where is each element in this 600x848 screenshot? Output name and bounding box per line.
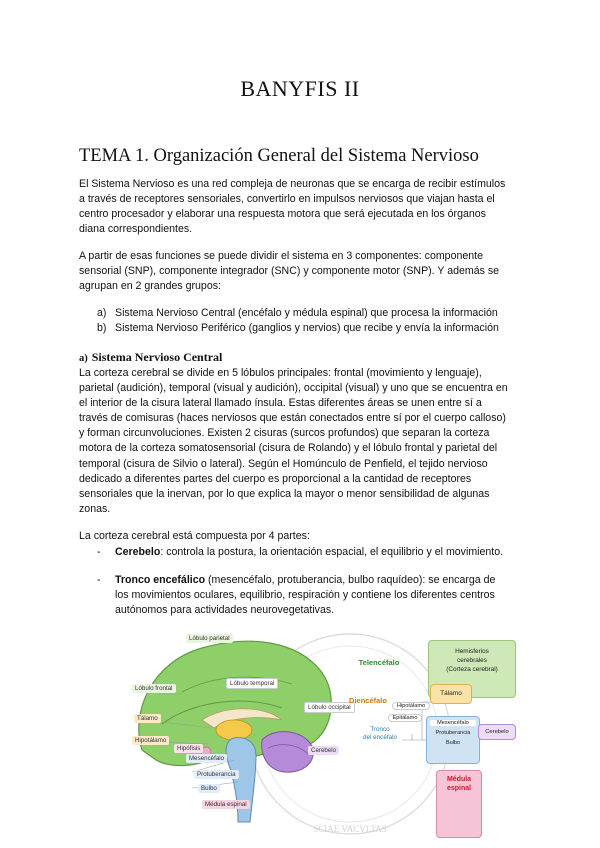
part-term: Cerebelo — [115, 546, 161, 558]
text-line: El Sistema Nervioso es una red compleja de neuronas que se encarga de recibir estímulos — [79, 178, 506, 190]
text-line: parietal (audición), temporal (visual y audición), occipital (visual) y uno que se encuentra en — [79, 382, 508, 395]
part-text: los movimientos oculares, equilibrio, respiración y contiene los diferentes centros — [115, 589, 495, 602]
part-text: autónomos para actividades neurovegetativas. — [115, 604, 335, 617]
label-protuberancia: Protuberancia — [194, 770, 239, 779]
label-bulbo: Bulbo — [198, 784, 220, 793]
section-heading — [79, 350, 222, 365]
section-title: Sistema Nervioso Central — [91, 350, 223, 364]
list-item — [97, 306, 499, 321]
list-marker: a) — [97, 307, 107, 319]
label-lobulo-parietal: Lóbulo parietal — [186, 634, 233, 643]
box-mesencefalo: Mesencéfalo — [430, 720, 476, 726]
label-lobulo-frontal: Lóbulo frontal — [132, 684, 176, 693]
document-title: BANYFIS II — [240, 76, 360, 101]
text-line: sensorial (SNP), componente integrador (SNC) y componente motor (SNP). Y además se — [79, 265, 500, 278]
components-paragraph — [79, 249, 524, 294]
text-line: A partir de esas funciones se puede dividir el sistema en 3 componentes: componente — [79, 250, 483, 262]
box-hemisferios: Hemisferios cerebrales (Corteza cerebral) — [428, 640, 516, 698]
text-line: zonas. — [79, 502, 111, 515]
text-line: y forman circunvoluciones. Existen 2 cisuras (surcos profundos) que separan la corteza — [79, 427, 490, 440]
cortex-paragraph — [79, 366, 524, 517]
part-text: : controla la postura, la orientación espacial, el equilibrio y el movimiento. — [160, 546, 504, 558]
part-term: Tronco encefálico — [115, 574, 206, 586]
box-medula: Médula espinal — [436, 770, 482, 838]
box-protuberancia: Protuberancia — [435, 730, 471, 736]
thalamus-shape — [216, 720, 252, 740]
section-marker: a) — [79, 353, 88, 364]
label-hipofisis: Hipófisis — [174, 744, 203, 753]
seal-text: SCIAE VACVLTAS — [313, 824, 387, 834]
list-marker: b) — [97, 322, 107, 335]
label-lobulo-temporal: Lóbulo temporal — [226, 678, 278, 689]
part-text: (mesencéfalo, protuberancia, bulbo raquídeo): se encarga de — [205, 574, 496, 586]
text-line: motora de la corteza somatosensorial (cisura de Rolando) y el lóbulo frontal y parietal del — [79, 442, 498, 455]
box-tronco — [426, 716, 480, 764]
label-epitalamo-box: Epitálamo — [388, 714, 422, 722]
text-line: agrupan en 2 grandes grupos: — [79, 280, 221, 293]
text-line: a través de receptores sensoriales, convertirlo en impulsos nerviosos que viajan hasta el — [79, 193, 495, 206]
text-line: centro procesador y elaborar una respuesta motora que será ejecutada en los órganos — [79, 208, 486, 221]
part-item-cerebelo — [97, 545, 527, 560]
brainstem-shape — [226, 738, 256, 822]
text-line: sensoriales que la inervan, por lo que explica la mayor o menor sensibilidad de algunas — [79, 487, 490, 500]
text-line: dedicado a diferentes partes del cuerpo es proporcional a la cantidad de receptores — [79, 472, 472, 485]
brain-figure — [122, 632, 522, 840]
part-item-tronco — [97, 573, 527, 618]
label-mesencefalo: Mesencéfalo — [186, 754, 227, 763]
text-line: temporal (cisura de Silvio o lateral). Según el Homúnculo de Penfield, el tejido nervioso — [79, 457, 488, 470]
groups-list — [97, 306, 499, 336]
intro-paragraph — [79, 177, 524, 237]
label-talamo: Tálamo — [134, 714, 161, 723]
box-bulbo: Bulbo — [445, 740, 461, 746]
list-item — [97, 321, 499, 336]
box-cerebelo: Cerebelo — [478, 724, 516, 740]
list-text: Sistema Nervioso Central (encéfalo y médula espinal) que procesa la información — [115, 307, 498, 319]
label-hipotalamo-box: Hipotálamo — [392, 702, 430, 710]
label-diencefalo: Diencéfalo — [349, 696, 387, 705]
box-talamo: Tálamo — [430, 684, 472, 704]
label-lobulo-occipital: Lóbulo occipital — [304, 702, 355, 713]
text-line: través de comisuras (haces nerviosos que están conectados entre sí por el cuerpo calloso) — [79, 412, 506, 425]
parts-intro: La corteza cerebral está compuesta por 4 partes: — [79, 530, 310, 542]
label-tronco: Tronco del encéfalo — [363, 726, 397, 741]
label-cerebelo: Cerebelo — [308, 746, 339, 755]
chapter-heading: TEMA 1. Organización General del Sistema Nervioso — [79, 146, 479, 166]
text-line: el interior de la cisura lateral llamado ínsula. Estas diferentes áreas se unen entre sí a — [79, 397, 482, 410]
label-telencefalo: Telencéfalo — [358, 658, 400, 667]
dash-marker: - — [97, 546, 101, 558]
text-line: La corteza cerebral se divide en 5 lóbulos principales: frontal (movimiento y lenguaje), — [79, 367, 482, 379]
dash-marker: - — [97, 574, 101, 586]
list-text: Sistema Nervioso Periférico (ganglios y nervios) que recibe y envía la información — [115, 322, 499, 335]
label-hipotalamo: Hipotálamo — [132, 736, 169, 745]
text-line: diana correspondientes. — [79, 223, 193, 236]
label-medula-espinal: Médula espinal — [202, 800, 250, 809]
